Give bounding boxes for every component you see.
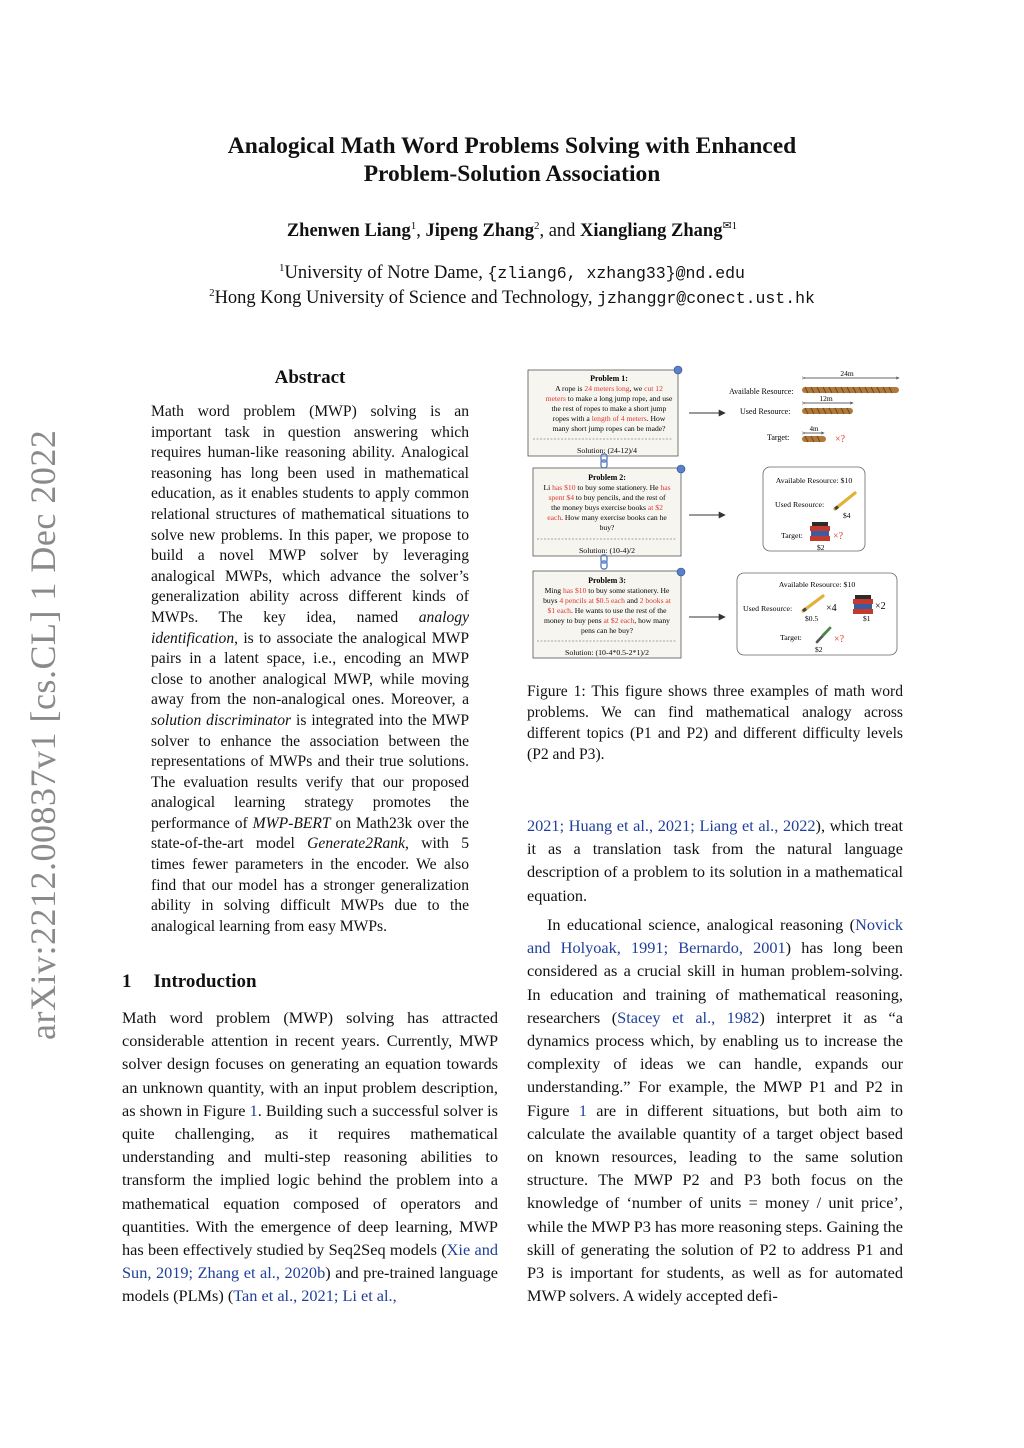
intro-run: Math word problem (MWP) solving has attracted considerable attention in recent years. Currently, MWP solver design focuses on generating an equation towards an unknown quantity, with an input problem description, as shown in Figure [122,1008,498,1120]
visual-panel-3 [737,573,897,655]
citation-separator: ; [663,938,679,958]
citation-separator: ; [333,1286,343,1306]
panel-label: Available Resource: $10 [775,476,853,485]
length-label: 4m [809,425,819,433]
scroll-curl-icon [674,366,682,374]
problem-text-run: many short jump ropes can be made? [552,424,666,433]
problem-text-run: . How many exercise books can he [561,513,667,522]
problem-text-run: buys [543,596,560,605]
author-name: Zhenwen Liang [286,221,411,242]
books-icon [853,595,873,614]
panel-label: Used Resource: [740,407,791,416]
author-list: Zhenwen Liang$^1$, Jipeng Zhang$^2$, and Xiangliang Zhang$^{✉1}$ [286,220,738,242]
unknown-count-label: ×? [835,434,846,445]
panel-label: Available Resource: $10 [778,580,856,589]
count-label: ×4 [826,603,837,614]
problem-text-run: pens can he buy? [580,626,634,635]
rope-icon [802,408,853,414]
abstract-run: on Math23k over the state-of-the-art model [151,814,469,853]
title-line-2: Problem-Solution Association [363,161,661,187]
intro-run: ) and pre-trained language models (PLMs) ( [122,1263,498,1306]
problem-title: Problem 2: [588,473,626,482]
problem-text-run: ropes with a [552,414,592,423]
problem-text-run: to buy some stationery. He [575,483,661,492]
highlighted-quantity: at $2 [647,503,663,512]
panel-label: Target: [767,433,790,442]
problem-text-run: to make a long jump rope, and use [565,394,673,403]
citation-link[interactable]: Li et al., [342,1286,397,1306]
price-label: $4 [843,511,851,520]
problem-text-line [552,424,666,433]
highlighted-quantity: has $10 [562,586,587,595]
problem-text-line [544,616,670,625]
problem-text-line [552,404,667,413]
citation-link[interactable]: Liang et al., 2022 [699,816,816,835]
problem-text-run: and [624,596,640,605]
problem-text-line [581,626,634,635]
abstract-emph: analogy identification [151,608,469,647]
paragraph-run: ) has long been considered as a crucial skill in human problem-solving. In education and training of mathematical reasoning, researchers ( [527,938,903,1027]
paragraph-run: ), which treat it as a translation task from the natural language description of a problem to its solution in a mathematical equation. [527,816,904,905]
price-label: $0.5 [805,614,819,623]
visual-panel-1 [729,369,899,445]
panel-label: Available Resource: [729,387,794,396]
problem-text-line [543,483,670,492]
figure-1 [527,365,903,665]
affiliation-name: University of Notre Dame, [284,263,488,284]
problem-solution: Solution: (24-12)/4 [577,446,637,455]
problem-text-line [548,493,666,502]
abstract-run: Math word problem (MWP) solving is an important task in question answering which requires human-like reasoning ability. Analogical reasoning has long been used in mathematical education, as it enables students to apply common relational structures of mathematical situations to solve new problems. In this paper, we propose to build a novel MWP solver by leveraging analogical MWPs, which advance the solver’s generalization ability across different kinds of MWPs. The key idea, named [151,403,469,626]
highlighted-quantity: cut 12 [644,384,663,393]
problem-text-line [548,606,668,615]
citation-link[interactable]: Zhang et al., 2020b [197,1263,326,1283]
rope-icon [802,387,899,393]
problem-text-line [600,523,615,532]
author-affil-sup: 2 [533,220,540,232]
figure-1-caption: Figure 1: This figure shows three examples of math word problems. We can find mathematical analogy across different topics (P1 and P2) and different difficulty levels (P2 and P3). [527,683,903,763]
section-title: Introduction [153,971,257,992]
author-separator: , and [539,221,581,242]
panel-label: Used Resource: [775,500,825,509]
citation-link[interactable]: Huang et al., 2021 [568,816,691,835]
problem-text-run: , how many [634,616,670,625]
scroll-curl-icon [677,465,685,473]
problem-text-run: the money buys exercise books [551,503,648,512]
highlighted-quantity: spent $4 [548,493,574,502]
length-label: 24m [840,369,854,378]
highlighted-quantity: length of 4 meters [591,414,647,423]
affiliation-2 [120,287,904,309]
author-name: Xiangliang Zhang [580,221,723,242]
section-heading-introduction [122,971,257,993]
problem-text-run: Ming [544,586,563,595]
arxiv-identifier: arXiv:2212.00837v1 [cs.CL] 1 Dec 2022 [23,429,63,1040]
abstract-run: , with 5 times fewer parameters in the encoder. We also find that our model has a stronger generalization ability in solving difficult MWPs due to the analogical learning from easy MWPs. [151,835,469,935]
highlighted-quantity: 4 pencils at $0.5 each [559,596,625,605]
citation-separator: ; [690,816,700,835]
problem-text-run: A rope is [555,384,585,393]
problem-2-card [533,465,685,556]
highlighted-quantity: meters [545,394,566,403]
citation-separator: ; [188,1263,198,1283]
abstract-run: is integrated into the MWP solver to enhance the association between the representations of MWPs and their true solutions. The evaluation results verify that our proposed analogical learning strategy promotes the performance of [151,711,469,832]
problem-title: Problem 3: [588,576,626,585]
rope-icon [802,436,826,442]
panel-label: Target: [780,633,802,642]
problem-text-run: , we [629,384,645,393]
author-name: Jipeng Zhang [425,221,534,242]
paragraph-run: ) interpret it as “a dynamics process which, by enabling us to increase the complexity of ideas we can handle, expands our understanding.” For example, the MWP P1 and P2 in Figure [527,1007,904,1120]
highlighted-quantity: 2 books at [639,596,671,605]
paragraph-run: In educational science, analogical reasoning ( [547,915,856,934]
section-number: 1 [122,971,132,992]
problem-text-run: buy? [599,523,615,532]
introduction-text [122,1006,498,1308]
author-affil-sup: 1 [410,220,417,232]
problem-text-run: money to buy pens [544,616,604,625]
abstract-heading: Abstract [274,367,346,388]
unknown-count-label: ×? [833,531,844,542]
right-column-paragraph-2 [527,913,903,1307]
price-label: $1 [863,614,871,623]
citation-link[interactable]: Bernardo, 2001 [678,938,786,958]
paragraph-run: are in different situations, but both aim to calculate the available quantity of a target object based on known resources, leading to the same solution structure. The MWP P2 and P3 both focus on the knowledge of ‘number of units = money / unit price’, while the MWP P3 has more reasoning steps. Gaining the skill of generating the solution of P2 to address P1 and P3 is important for students, as well as for automated MWP solvers. A widely accepted defi- [527,1100,903,1306]
analogy-link-icon [601,555,607,569]
affiliation-email[interactable]: {zliang6, xzhang33}@nd.edu [487,264,745,284]
problem-text-run: to buy some stationery. He [586,586,670,595]
citation-link[interactable]: Xie and Sun, 2019 [122,1240,498,1283]
problem-text-run: Li [543,483,553,492]
citation-link[interactable]: Tan et al., 2021 [233,1286,334,1306]
problem-text-line [555,384,663,393]
problem-text-line [551,503,663,512]
problem-text-run: to buy pencils, and the rest of [574,493,666,502]
right-column-paragraph-1 [527,814,903,907]
problem-text-line [553,414,666,423]
highlighted-quantity: has $10 [552,483,576,492]
problem-text-line [547,513,667,522]
highlighted-quantity: 24 meters long [584,384,630,393]
panel-label: Used Resource: [743,604,793,613]
problem-text [546,384,673,433]
scroll-curl-icon [677,568,685,576]
problem-text-run: . How [646,414,666,423]
figure-1-canvas [527,365,903,665]
price-label: $2 [815,645,823,654]
citation-link[interactable]: 2021 [527,816,560,835]
unknown-count-label: ×? [834,634,845,645]
highlighted-quantity: $1 each [547,606,571,615]
highlighted-quantity: at $2 each [603,616,635,625]
affiliation-sup: 2 [209,287,215,299]
affiliation-1 [120,262,904,284]
citation-link[interactable]: Novick and Holyoak, 1991 [527,915,903,958]
length-label: 12m [819,394,833,403]
affiliation-name: Hong Kong University of Science and Technology, [214,288,598,309]
title-line-1: Analogical Math Word Problems Solving with Enhanced [227,133,797,159]
abstract-emph: Generate2Rank [307,835,406,853]
intro-run: . Building such a successful solver is quite challenging, as it requires mathematical understanding and multi-step reasoning abilities to transform the implied logic behind the problem into a mathematical equation composed of operators and quantities. With the emergence of deep learning, MWP has been effectively studied by Seq2Seq models ( [122,1100,499,1260]
problem-text-run: . He wants to use the rest of the [570,606,667,615]
problem-1-card [528,366,682,456]
paper-title [120,132,904,188]
problem-solution: Solution: (10-4*0.5-2*1)/2 [564,648,650,657]
visual-panel-2 [763,467,865,552]
highlighted-quantity: has [660,483,671,492]
abstract-run: , is to associate the analogical MWP pairs in a latent space, i.e., encoding an MWP close to another analogical MWP, while moving away from the non-analogical ones. Moreover, a [151,629,469,709]
abstract-text [151,402,469,937]
problem-3-card [533,568,685,658]
problem-text-line [545,586,670,595]
books-icon [810,522,830,541]
citation-separator: ; [559,816,569,835]
citation-link[interactable]: Stacey et al., 1982 [617,1007,760,1027]
panel-label: Target: [781,531,803,540]
price-label: $2 [817,543,825,552]
problem-text-line [546,394,673,403]
count-label: ×2 [875,601,886,612]
problem-text-line [543,596,672,605]
abstract-emph: solution discriminator [151,711,292,729]
affiliation-email[interactable]: jzhanggr@conect.ust.hk [597,289,815,309]
problem-solution: Solution: (10-4)/2 [578,546,636,555]
problem-title: Problem 1: [590,374,628,383]
problem-text-run: the rest of ropes to make a short jump [551,404,667,413]
abstract-emph: MWP-BERT [252,814,331,832]
figure-ref-link[interactable]: 1 [249,1100,258,1120]
figure-ref-link[interactable]: 1 [578,1100,587,1120]
highlighted-quantity: each [547,513,562,522]
author-affil-sup: ✉1 [722,220,738,232]
affiliation-sup: 1 [279,262,285,274]
